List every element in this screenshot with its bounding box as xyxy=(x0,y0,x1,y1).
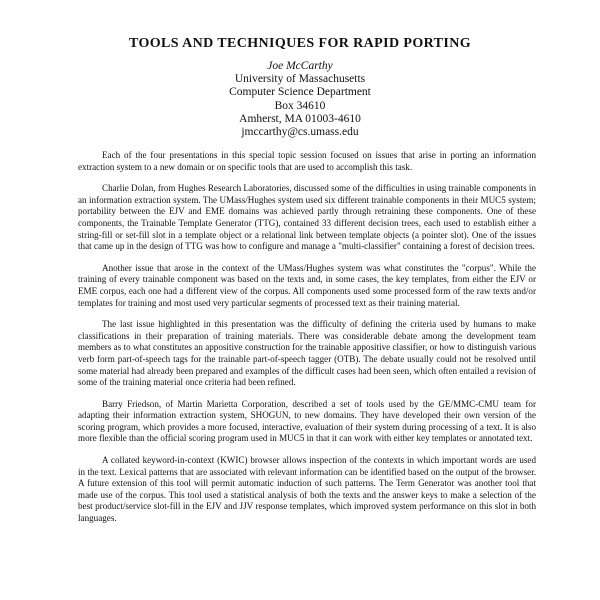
author-department: Computer Science Department xyxy=(229,86,371,99)
paragraph-6: A collated keyword-in-context (KWIC) browser allows inspection of the contexts in which important words are used in the text. Lexical patterns that are associated with relevant information can be identified based on the output of the browser. A future extension of this tool will permit automatic induction of such patterns. The Term Generator was another tool that made use of the corpus. This tool used a statistical analysis of both the texts and the answer keys to make a selection of the best product/service slot-fill in the EJV and JJV response templates, which improved system performance on this slot in both languages. xyxy=(78,455,536,524)
paper-title: TOOLS AND TECHNIQUES FOR RAPID PORTING xyxy=(128,36,472,51)
paragraph-4: The last issue highlighted in this presentation was the difficulty of defining the criteria used by humans to make classifications in their preparation of training materials. There was considerable debate among the development team members as to what constitutes an appositive construction for the trainable appositive classifier, or how to distinguish various verb form part-of-speech tags for the trainable part-of-speech tagger (OTB). The debate usually could not be resolved until some material had already been prepared and examples of the difficult cases had been seen, which often entailed a revision of some of the training material once criteria had been refined. xyxy=(78,319,536,388)
author-affiliation: University of Massachusetts xyxy=(234,73,366,86)
paragraph-5: Barry Friedson, of Martin Marietta Corporation, described a set of tools used by the GE/MMC-CMU team for adapting their information extraction system, SHOGUN, to new domains. They have developed their own version of the scoring program, which provides a more focused, interactive, evaluation of their system during processing of a text. It is also more flexible than the official scoring program used in MUC5 in that it can work with either key templates or annotated text. xyxy=(78,398,536,444)
author-box: Box 34610 xyxy=(274,99,326,112)
author-city: Amherst, MA 01003-4610 xyxy=(239,112,361,125)
author-block xyxy=(0,60,600,139)
paragraph-3: Another issue that arose in the context of the UMass/Hughes system was what constitutes the "corpus". While the training of every trainable component was based on the texts and, in some cases, the key templates, from either the EJV or EME corpus, each one had a different view of the corpus. All components used some processed form of the raw texts and/or templates for training and most used very particular segments of processed text as their training material. xyxy=(78,262,536,308)
paragraph-1: Each of the four presentations in this special topic session focused on issues that arise in porting an information extraction system to a new domain or on specific tools that are used to accomplish this task. xyxy=(78,150,536,172)
body-text xyxy=(78,150,536,535)
paragraph-2: Charlie Dolan, from Hughes Research Laboratories, discussed some of the difficulties in using trainable components in an information extraction system. The UMass/Hughes system used six different trainable components in their MUC5 system; portability between the EJV and EME domains was achieved partly through retraining these components. One of these components, the Trainable Template Generator (TTG), contained 33 different decision trees, each used to establish either a string-fill or set-fill slot in a template object or a relational link between template objects (a pointer slot). One of the issues that came up in the design of TTG was how to configure and manage a "multi-classifier" containing a forest of decision trees. xyxy=(78,183,536,252)
author-name: Joe McCarthy xyxy=(267,60,333,72)
author-email: jmccarthy@cs.umass.edu xyxy=(241,126,359,139)
